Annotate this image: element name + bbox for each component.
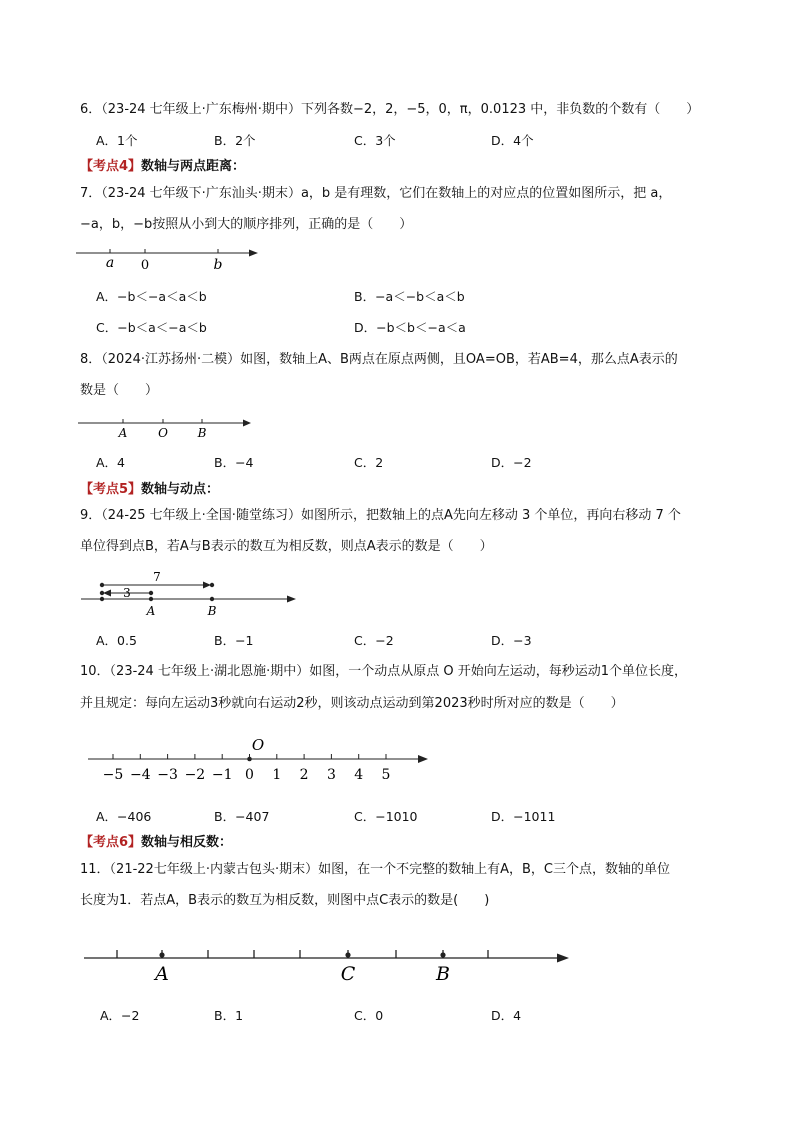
q7-option-c[interactable]: C．−b＜a＜−a＜b xyxy=(96,320,207,335)
q10-tick-label: −1 xyxy=(211,767,233,783)
q7-option-d[interactable]: D．−b＜b＜−a＜a xyxy=(354,320,466,335)
q7-number-line xyxy=(70,240,270,275)
q9-label-a: A xyxy=(146,604,156,618)
q8-option-c[interactable]: C．2 xyxy=(354,455,384,470)
q11-label-a: A xyxy=(155,963,169,985)
q10-tick-label: 0 xyxy=(245,767,254,783)
q8-label-a: A xyxy=(118,426,128,440)
q10-tick-label: −2 xyxy=(184,767,206,783)
q6-option-d[interactable]: D．4个 xyxy=(491,133,534,148)
q9-option-d[interactable]: D．−3 xyxy=(491,633,532,648)
q10-tick-label: −5 xyxy=(102,767,124,783)
q11-text-line1: 11．（21-22七年级上·内蒙古包头·期末）如图，在一个不完整的数轴上有A，B，C三个点，数轴的单位 xyxy=(80,862,670,877)
q8-option-b[interactable]: B．−4 xyxy=(214,455,254,470)
q9-option-c[interactable]: C．−2 xyxy=(354,633,394,648)
q11-number-line xyxy=(80,938,580,988)
q10-tick-label: 3 xyxy=(326,767,336,783)
q11-text-line2: 长度为1．若点A，B表示的数互为相反数，则图中点C表示的数是( ) xyxy=(80,893,490,908)
q9-option-a[interactable]: A．0.5 xyxy=(96,633,137,648)
q8-text-line1: 8．（2024·江苏扬州·二模）如图，数轴上A、B两点在原点两侧，且OA=OB，若AB=4，那么点A表示的 xyxy=(80,352,678,367)
q9-label-3: 3 xyxy=(123,586,131,600)
q11-label-b: B xyxy=(436,963,450,985)
q10-origin-point xyxy=(247,757,252,762)
q9-label-b: B xyxy=(207,604,217,618)
q10-option-c[interactable]: C．−1010 xyxy=(354,809,418,824)
q11-option-d[interactable]: D．4 xyxy=(491,1008,522,1023)
q9-text-line1: 9．（24-25 七年级上·全国·随堂练习）如图所示，把数轴上的点A先向左移动 3 个单位，再向右移动 7 个 xyxy=(80,508,681,523)
q8-label-b: B xyxy=(197,426,207,440)
q10-text-line2: 并且规定：每向左运动3秒就向右运动2秒，则该动点运动到第2023秒时所对应的数是（ ） xyxy=(80,696,624,711)
q11-option-a[interactable]: A．−2 xyxy=(100,1008,140,1023)
q10-number-line xyxy=(80,734,440,784)
section-heading-kp6: 【考点6】数轴与相反数： xyxy=(80,835,233,850)
q8-text-line2: 数是（ ） xyxy=(80,383,159,398)
q10-option-d[interactable]: D．−1011 xyxy=(491,809,556,824)
q6-option-a[interactable]: A．1个 xyxy=(96,133,138,148)
q8-option-a[interactable]: A．4 xyxy=(96,455,126,470)
section-heading-kp5: 【考点5】数轴与动点： xyxy=(80,482,220,497)
q10-text-line1: 10．（23-24 七年级上·湖北恩施·期中）如图，一个动点从原点 O 开始向左运动，每秒运动1个单位长度， xyxy=(80,664,687,679)
q10-tick-label: 1 xyxy=(272,767,282,783)
q10-origin-label: O xyxy=(251,736,265,754)
q10-option-a[interactable]: A．−406 xyxy=(96,809,152,824)
q9-text-line2: 单位得到点B，若A与B表示的数互为相反数，则点A表示的数是（ ） xyxy=(80,539,493,554)
q6-text: 6．（23-24 七年级上·广东梅州·期中）下列各数−2，2，−5，0，π，0.0123 中，非负数的个数有（ ） xyxy=(80,102,700,117)
q9-label-7: 7 xyxy=(153,570,161,584)
q9-option-b[interactable]: B．−1 xyxy=(214,633,254,648)
q10-tick-label: −3 xyxy=(157,767,178,783)
q11-option-b[interactable]: B．1 xyxy=(214,1008,244,1023)
q6-option-c[interactable]: C．3个 xyxy=(354,133,396,148)
q11-label-c: C xyxy=(340,963,356,985)
q7-text-line2: −a，b，−b按照从小到大的顺序排列，正确的是（ ） xyxy=(80,217,413,232)
q10-tick-label: 4 xyxy=(354,767,364,783)
q8-label-o: O xyxy=(158,426,168,440)
q10-tick-label: 2 xyxy=(299,767,309,783)
q7-text-line1: 7．（23-24 七年级下·广东汕头·期末）a，b 是有理数，它们在数轴上的对应点的位置如图所示，把 a， xyxy=(80,186,672,201)
q9-number-line xyxy=(75,568,305,620)
q10-tick-label: −4 xyxy=(129,767,151,783)
q8-option-d[interactable]: D．−2 xyxy=(491,455,532,470)
q7-label-a: a xyxy=(105,255,115,271)
q10-option-b[interactable]: B．−407 xyxy=(214,809,270,824)
q7-label-b: b xyxy=(213,257,223,273)
q7-option-b[interactable]: B．−a＜−b＜a＜b xyxy=(354,289,465,304)
q11-option-c[interactable]: C．0 xyxy=(354,1008,384,1023)
q8-number-line xyxy=(70,410,270,445)
q10-tick-label: 5 xyxy=(381,767,391,783)
section-heading-kp4: 【考点4】数轴与两点距离： xyxy=(80,159,246,174)
q7-label-0: 0 xyxy=(140,258,150,273)
q7-option-a[interactable]: A．−b＜−a＜a＜b xyxy=(96,289,207,304)
q6-option-b[interactable]: B．2个 xyxy=(214,133,256,148)
